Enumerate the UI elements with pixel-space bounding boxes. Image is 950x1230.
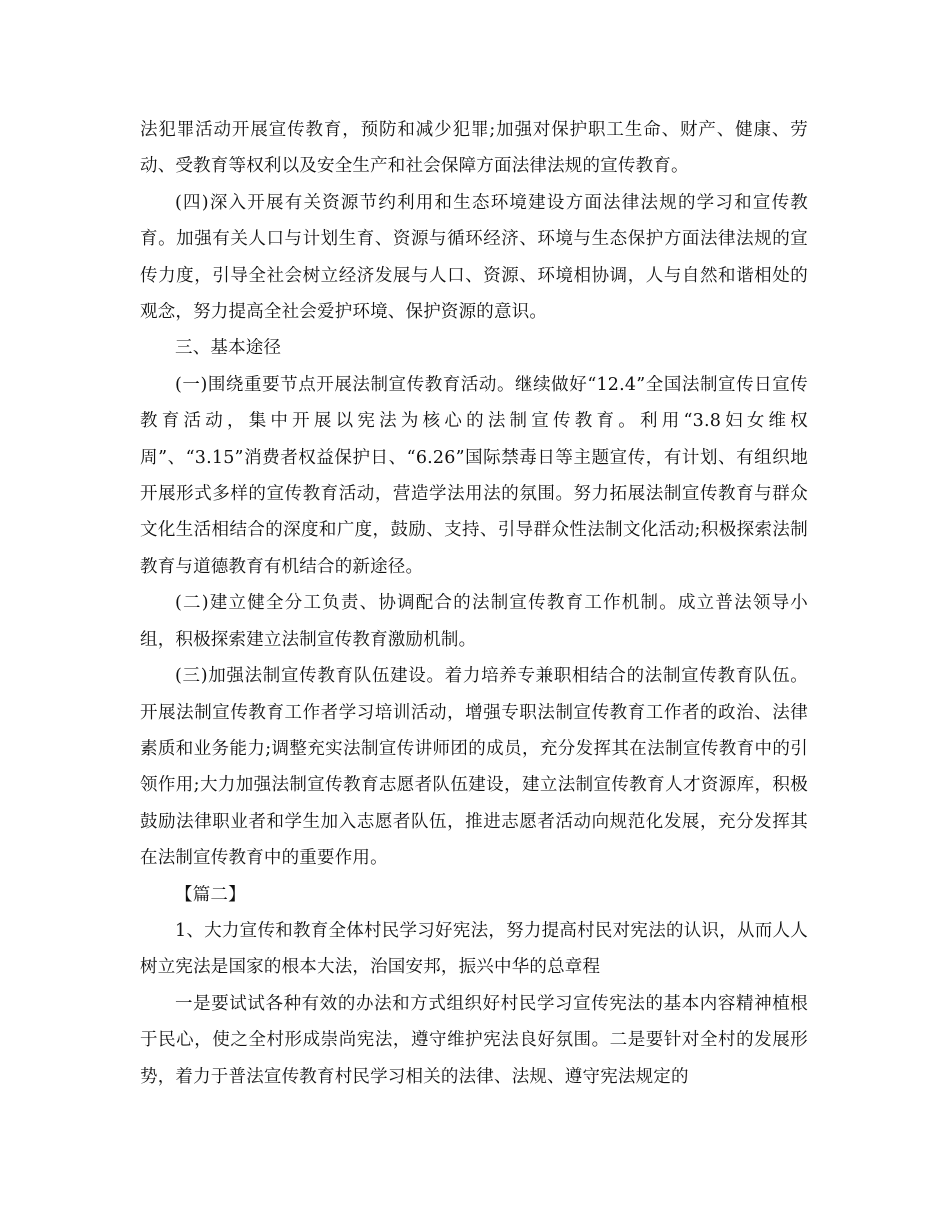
paragraph-constitution-study: 1、大力宣传和教育全体村民学习好宪法，努力提高村民对宪法的认识，从而人人树立宪法是国家的根本大法，治国安邦，振兴中华的总章程 — [140, 920, 808, 978]
chapter-heading-part-two: 【篇二】 — [175, 884, 246, 905]
paragraph-team-building: (三)加强法制宣传教育队伍建设。着力培养专兼职相结合的法制宣传教育队伍。开展法制宣传教育工作者学习培训活动，增强专职法制宣传教育工作者的政治、法律素质和业务能力;调整充实法制宣传讲师团的成员，充分发挥其在法制宣传教育中的引领作用;大力加强法制宣传教育志愿者队伍建设，建立法制宣传教育人才资源库，积极鼓励法律职业者和学生加入志愿者队伍，推进志愿者活动向规范化发展，充分发挥其在法制宣传教育中的重要作用。 — [140, 666, 808, 869]
paragraph-work-mechanism: (二)建立健全分工负责、协调配合的法制宣传教育工作机制。成立普法领导小组，积极探索建立法制宣传教育激励机制。 — [140, 593, 808, 650]
paragraph-key-nodes: (一)围绕重要节点开展法制宣传教育活动。继续做好“12.4”全国法制宣传日宣传教育活动，集中开展以宪法为核心的法制宣传教育。利用“3.8妇女维权周”、“3.15”消费者权益保护日、“6.26”国际禁毒日等主题宣传，有计划、有组织地开展形式多样的宣传教育活动，营造学法用法的氛围。努力拓展法制宣传教育与群众文化生活相结合的深度和广度，鼓励、支持、引导群众性法制文化活动;积极探索法制教育与道德教育有机结合的新途径。 — [140, 374, 808, 577]
section-heading-basic-approach: 三、基本途径 — [175, 338, 282, 359]
paragraph-continuation: 法犯罪活动开展宣传教育，预防和减少犯罪;加强对保护职工生命、财产、健康、劳动、受教育等权利以及安全生产和社会保障方面法律法规的宣传教育。 — [140, 120, 808, 177]
paragraph-resources-environment: (四)深入开展有关资源节约利用和生态环境建设方面法律法规的学习和宣传教育。加强有关人口与计划生育、资源与循环经济、环境与生态保护方面法律法规的宣传力度，引导全社会树立经济发展与人口、资源、环境相协调，人与自然和谐相处的观念，努力提高全社会爱护环境、保护资源的意识。 — [140, 192, 808, 323]
paragraph-methods: 一是要试试各种有效的办法和方式组织好村民学习宣传宪法的基本内容精神植根于民心，使之全村形成崇尚宪法，遵守维护宪法良好氛围。二是要针对全村的发展形势，着力于普法宣传教育村民学习相关的法律、法规、遵守宪法规定的 — [140, 993, 808, 1087]
document-body — [140, 112, 808, 1095]
